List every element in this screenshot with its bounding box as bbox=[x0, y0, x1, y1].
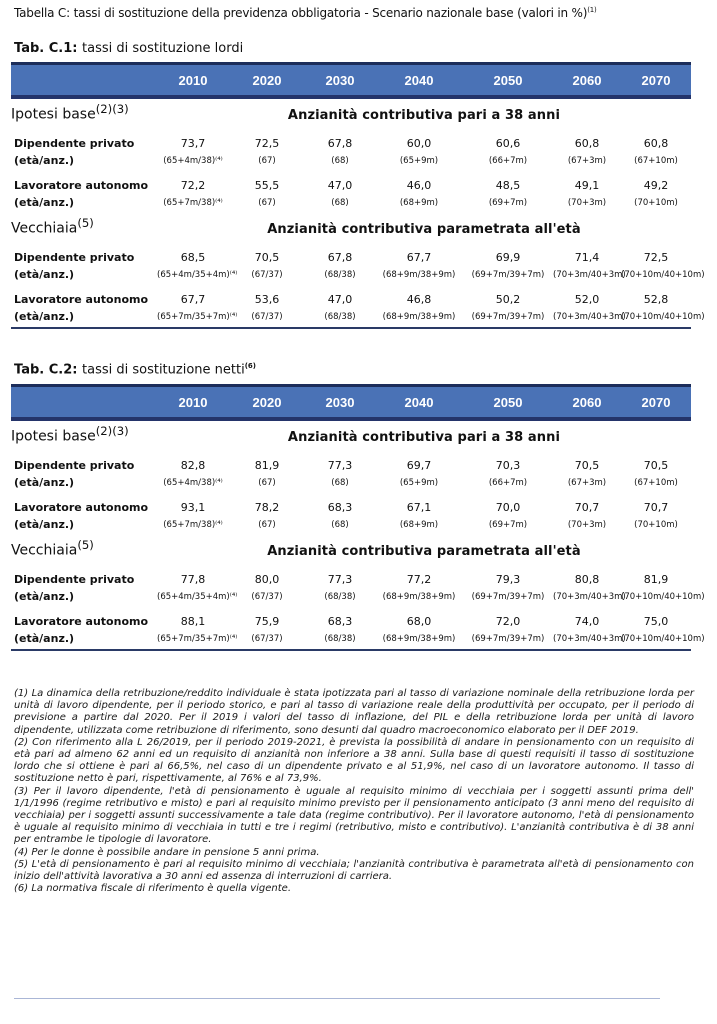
worker-type-label: Dipendente privato bbox=[14, 573, 135, 586]
age-seniority-value: (70+10m/40+10m) bbox=[621, 591, 705, 602]
rate-value: 67,8 bbox=[327, 137, 353, 150]
scenario-name-text: Vecchiaia bbox=[11, 543, 78, 559]
age-seniority-value: (70+10m) bbox=[634, 519, 678, 530]
scenario-row bbox=[11, 97, 691, 123]
age-seniority-label: (età/anz.) bbox=[14, 518, 75, 531]
age-seniority-value: (70+3m/40+3m) bbox=[553, 591, 626, 602]
header-blank bbox=[11, 386, 157, 420]
age-seniority-value: (68) bbox=[331, 197, 349, 208]
rate-value: 60,8 bbox=[574, 137, 600, 150]
rate-value: 60,8 bbox=[643, 137, 669, 150]
year-header: 2050 bbox=[463, 386, 553, 420]
worker-type-label: Lavoratore autonomo bbox=[14, 179, 149, 192]
footnotes bbox=[14, 688, 694, 895]
age-seniority-value: (67/37) bbox=[251, 269, 283, 280]
age-seniority-value: (69+7m) bbox=[488, 519, 528, 530]
age-row bbox=[11, 306, 691, 328]
table-c1 bbox=[11, 62, 705, 329]
year-header: 2050 bbox=[463, 64, 553, 98]
table-c1-code: Tab. C.1: bbox=[14, 41, 78, 56]
rate-value: 81,9 bbox=[643, 573, 669, 586]
year-header: 2070 bbox=[621, 64, 691, 98]
rate-value: 68,3 bbox=[327, 501, 353, 514]
rate-value: 67,7 bbox=[406, 251, 432, 264]
age-seniority-value: (67+3m) bbox=[567, 155, 607, 166]
rate-value: 68,3 bbox=[327, 615, 353, 628]
footnote-item: (5) L'età di pensionamento è pari al requisito minimo di vecchiaia; l'anzianità contributiva è parametrata all'età di pensionamento con inizio dell'attività lavorativa a 30 anni ed assenza di interruzioni di carriera. bbox=[14, 858, 694, 883]
scenario-name bbox=[11, 97, 157, 123]
age-seniority-value: (66+7m) bbox=[488, 155, 528, 166]
age-seniority-label: (età/anz.) bbox=[14, 154, 75, 167]
age-seniority-label: (età/anz.) bbox=[14, 268, 75, 281]
age-row bbox=[11, 514, 691, 535]
rate-value: 67,7 bbox=[180, 293, 206, 306]
age-seniority-value: (70+3m) bbox=[567, 197, 607, 208]
scenario-row bbox=[11, 213, 691, 237]
age-seniority-value: (68+9m/38+9m) bbox=[382, 269, 456, 280]
age-seniority-value: (65+4m/38)⁽⁴⁾ bbox=[163, 155, 223, 166]
rate-value: 47,0 bbox=[327, 293, 353, 306]
age-seniority-label: (età/anz.) bbox=[14, 476, 75, 489]
age-seniority-value: (68+9m/38+9m) bbox=[375, 306, 463, 328]
rate-value: 46,0 bbox=[406, 179, 432, 192]
table-c1-title bbox=[14, 41, 243, 56]
age-seniority-value: (68+9m) bbox=[399, 197, 439, 208]
worker-type-label: Lavoratore autonomo bbox=[14, 615, 149, 628]
rate-value: 75,9 bbox=[254, 615, 280, 628]
age-seniority-value: (70+10m/40+10m) bbox=[621, 269, 705, 280]
scenario-name bbox=[11, 213, 157, 237]
rate-value: 70,7 bbox=[574, 501, 600, 514]
age-seniority-value: (68+9m/38+9m) bbox=[382, 591, 456, 602]
rate-value: 77,2 bbox=[406, 573, 432, 586]
page-title-footnote: (1) bbox=[587, 6, 597, 14]
year-header: 2020 bbox=[229, 386, 305, 420]
age-seniority-label: (età/anz.) bbox=[14, 196, 75, 209]
age-seniority-value: (69+7m/39+7m) bbox=[471, 591, 545, 602]
rate-value: 93,1 bbox=[180, 501, 206, 514]
age-seniority-value: (68) bbox=[331, 519, 349, 530]
age-seniority-value: (67) bbox=[258, 155, 276, 166]
rate-value: 52,0 bbox=[574, 293, 600, 306]
age-seniority-label: (età/anz.) bbox=[11, 628, 157, 650]
rate-value: 47,0 bbox=[327, 179, 353, 192]
worker-type-label: Dipendente privato bbox=[14, 137, 135, 150]
rate-value: 49,2 bbox=[643, 179, 669, 192]
footer-divider bbox=[14, 998, 660, 999]
rate-value: 67,8 bbox=[327, 251, 353, 264]
rate-value: 88,1 bbox=[180, 615, 206, 628]
rate-value: 77,8 bbox=[180, 573, 206, 586]
rate-value: 49,1 bbox=[574, 179, 600, 192]
age-seniority-value: (68+9m) bbox=[399, 519, 439, 530]
rate-value: 52,8 bbox=[643, 293, 669, 306]
rate-value: 71,4 bbox=[574, 251, 600, 264]
age-seniority-value: (68/38) bbox=[324, 269, 356, 280]
age-seniority-value: (65+7m/35+7m)⁽⁴⁾ bbox=[157, 306, 229, 328]
table-c2-name: tassi di sostituzione netti bbox=[82, 362, 245, 378]
rate-value: 67,1 bbox=[406, 501, 432, 514]
age-seniority-value: (65+4m/38)⁽⁴⁾ bbox=[163, 477, 223, 488]
age-seniority-label: (età/anz.) bbox=[14, 590, 75, 603]
footnote-item: (4) Per le donne è possibile andare in pensione 5 anni prima. bbox=[14, 846, 320, 858]
age-seniority-value: (70+3m/40+3m) bbox=[553, 269, 626, 280]
table-c2-title bbox=[14, 362, 256, 377]
scenario-footnote: (5) bbox=[77, 216, 94, 231]
year-header: 2010 bbox=[157, 386, 229, 420]
age-seniority-value: (67+10m) bbox=[634, 477, 678, 488]
rate-value: 53,6 bbox=[254, 293, 280, 306]
age-row bbox=[11, 192, 691, 213]
rate-value: 72,5 bbox=[643, 251, 669, 264]
scenario-name bbox=[11, 535, 157, 559]
rate-value: 69,9 bbox=[495, 251, 521, 264]
scenario-name bbox=[11, 419, 157, 445]
rate-value: 69,7 bbox=[406, 459, 432, 472]
scenario-description: Anzianità contributiva pari a 38 anni bbox=[287, 108, 561, 123]
year-header-row bbox=[11, 386, 691, 420]
table-row bbox=[11, 243, 691, 264]
age-seniority-label: (età/anz.) bbox=[11, 306, 157, 328]
age-seniority-value: (65+4m/35+4m)⁽⁴⁾ bbox=[157, 269, 238, 280]
table-c2-code: Tab. C.2: bbox=[14, 362, 78, 378]
table-row bbox=[11, 565, 691, 586]
year-header: 2060 bbox=[553, 386, 621, 420]
table-c1-name: tassi di sostituzione lordi bbox=[82, 41, 244, 56]
rate-value: 80,8 bbox=[574, 573, 600, 586]
scenario-row bbox=[11, 535, 691, 559]
footnote-item: (6) La normativa fiscale di riferimento è quella vigente. bbox=[14, 883, 292, 895]
rate-value: 68,5 bbox=[180, 251, 206, 264]
scenario-name-text: Vecchiaia bbox=[11, 221, 78, 237]
scenario-name-text: Ipotesi base bbox=[11, 107, 96, 123]
table-row bbox=[11, 451, 691, 472]
year-header: 2010 bbox=[157, 64, 229, 98]
table-row bbox=[11, 171, 691, 192]
footnote-item: (2) Con riferimento alla L 26/2019, per il periodo 2019-2021, è prevista la possibilità di andare in pensionamento con un requisito di età pari ad almeno 62 anni ed un requisito di anzianità non inferiore a 38 anni. Sulla base di questi requisiti il tasso di sostituzione lordo che si ottiene è pari al 66,5%, nel caso di un dipendente privato e al 51,9%, nel caso di un lavoratore autonomo. Il tasso di sostituzione netto è pari, rispettivamente, al 76% e al 73,9%. bbox=[14, 736, 694, 785]
rate-value: 70,5 bbox=[643, 459, 669, 472]
rate-value: 82,8 bbox=[180, 459, 206, 472]
worker-type-label: Lavoratore autonomo bbox=[14, 293, 149, 306]
age-seniority-value: (68+9m/38+9m) bbox=[375, 628, 463, 650]
age-seniority-value: (68/38) bbox=[324, 591, 356, 602]
table-c2 bbox=[11, 384, 705, 651]
scenario-footnote: (2)(3) bbox=[95, 424, 129, 439]
page-title-text: Tabella C: tassi di sostituzione della previdenza obbligatoria - Scenario nazionale base (valori in %) bbox=[14, 6, 588, 20]
age-seniority-value: (70+3m) bbox=[567, 519, 607, 530]
rate-value: 77,3 bbox=[327, 573, 353, 586]
scenario-row bbox=[11, 419, 691, 445]
age-seniority-value: (65+9m) bbox=[399, 155, 439, 166]
rate-value: 70,0 bbox=[495, 501, 521, 514]
age-seniority-value: (69+7m) bbox=[488, 197, 528, 208]
footnote-item: (1) La dinamica della retribuzione/reddito individuale è stata ipotizzata pari al tasso di variazione nominale della retribuzione lorda per unità di lavoro dipendente, per il periodo storico, e pari al tasso di variazione reale della produttività per occupato, per il periodo di previsione a partire dal 2020. Per il 2019 i valori del tasso di inflazione, del PIL e della retribuzione lorda per unità di lavoro dipendente, utilizzata come retribuzione di riferimento, sono desunti dal quadro macroeconomico elaborato per il DEF 2019. bbox=[14, 688, 694, 736]
year-header: 2030 bbox=[305, 64, 375, 98]
rate-value: 81,9 bbox=[254, 459, 280, 472]
age-row bbox=[11, 472, 691, 493]
year-header: 2040 bbox=[375, 64, 463, 98]
rate-value: 70,3 bbox=[495, 459, 521, 472]
rate-value: 78,2 bbox=[254, 501, 280, 514]
age-seniority-value: (66+7m) bbox=[488, 477, 528, 488]
scenario-name-text: Ipotesi base bbox=[11, 429, 96, 445]
year-header: 2060 bbox=[553, 64, 621, 98]
age-seniority-value: (70+10m/40+10m) bbox=[621, 306, 691, 328]
age-row bbox=[11, 586, 691, 607]
age-seniority-value: (68) bbox=[331, 477, 349, 488]
age-seniority-value: (68/38) bbox=[305, 628, 375, 650]
age-seniority-value: (65+4m/35+4m)⁽⁴⁾ bbox=[157, 591, 238, 602]
rate-value: 72,0 bbox=[495, 615, 521, 628]
age-seniority-value: (65+9m) bbox=[399, 477, 439, 488]
rate-value: 72,5 bbox=[254, 137, 280, 150]
age-seniority-value: (67+10m) bbox=[634, 155, 678, 166]
footnote-item: (3) Per il lavoro dipendente, l'età di pensionamento è uguale al requisito minimo di vecchiaia per i soggetti assunti prima dell' 1/1/1996 (regime retributivo e misto) e pari al requisito minimo previsto per il pensionamento anticipato (3 anni meno del requisito di vecchiaia) per i soggetti assunti successivamente a tale data (regime contributivo). Per il lavoratore autonomo, l'età di pensionamento è uguale al requisito minimo di vecchiaia in tutti e tre i regimi (retributivo, misto e contributivo). L'anzianità contributiva è di 38 anni per entrambe le tipologie di lavoratore. bbox=[14, 785, 694, 846]
age-seniority-value: (67/37) bbox=[229, 306, 305, 328]
table-row bbox=[11, 493, 691, 514]
age-seniority-value: (69+7m/39+7m) bbox=[471, 269, 545, 280]
age-seniority-value: (65+7m/38)⁽⁴⁾ bbox=[163, 519, 223, 530]
scenario-description: Anzianità contributiva parametrata all'età bbox=[267, 544, 581, 559]
scenario-footnote: (2)(3) bbox=[95, 102, 129, 117]
rate-value: 77,3 bbox=[327, 459, 353, 472]
age-row bbox=[11, 150, 691, 171]
rate-value: 75,0 bbox=[643, 615, 669, 628]
rate-value: 55,5 bbox=[254, 179, 280, 192]
age-seniority-value: (68) bbox=[331, 155, 349, 166]
age-seniority-value: (70+10m) bbox=[634, 197, 678, 208]
rate-value: 70,5 bbox=[574, 459, 600, 472]
year-header: 2030 bbox=[305, 386, 375, 420]
age-seniority-value: (67) bbox=[258, 519, 276, 530]
scenario-description: Anzianità contributiva pari a 38 anni bbox=[287, 430, 561, 445]
age-seniority-value: (67) bbox=[258, 477, 276, 488]
age-seniority-value: (67/37) bbox=[251, 591, 283, 602]
age-row bbox=[11, 264, 691, 285]
rate-value: 48,5 bbox=[495, 179, 521, 192]
age-seniority-value: (65+7m/38)⁽⁴⁾ bbox=[163, 197, 223, 208]
age-seniority-value: (67+3m) bbox=[567, 477, 607, 488]
age-seniority-value: (70+3m/40+3m) bbox=[553, 306, 621, 328]
table-row bbox=[11, 607, 691, 628]
table-row bbox=[11, 129, 691, 150]
age-seniority-value: (67/37) bbox=[229, 628, 305, 650]
year-header: 2040 bbox=[375, 386, 463, 420]
table-row bbox=[11, 285, 691, 306]
rate-value: 68,0 bbox=[406, 615, 432, 628]
rate-value: 70,5 bbox=[254, 251, 280, 264]
year-header: 2020 bbox=[229, 64, 305, 98]
rate-value: 80,0 bbox=[254, 573, 280, 586]
rate-value: 73,7 bbox=[180, 137, 206, 150]
rate-value: 70,7 bbox=[643, 501, 669, 514]
age-seniority-value: (67) bbox=[258, 197, 276, 208]
worker-type-label: Dipendente privato bbox=[14, 251, 135, 264]
year-header: 2070 bbox=[621, 386, 691, 420]
table-c2-footnote: (6) bbox=[244, 362, 256, 370]
age-seniority-value: (70+3m/40+3m) bbox=[553, 628, 621, 650]
scenario-footnote: (5) bbox=[77, 538, 94, 553]
age-seniority-value: (69+7m/39+7m) bbox=[463, 306, 553, 328]
rate-value: 74,0 bbox=[574, 615, 600, 628]
age-row bbox=[11, 628, 691, 650]
worker-type-label: Lavoratore autonomo bbox=[14, 501, 149, 514]
rate-value: 79,3 bbox=[495, 573, 521, 586]
rate-value: 72,2 bbox=[180, 179, 206, 192]
rate-value: 46,8 bbox=[406, 293, 432, 306]
rate-value: 60,6 bbox=[495, 137, 521, 150]
worker-type-label: Dipendente privato bbox=[14, 459, 135, 472]
header-blank bbox=[11, 64, 157, 98]
rate-value: 60,0 bbox=[406, 137, 432, 150]
year-header-row bbox=[11, 64, 691, 98]
age-seniority-value: (68/38) bbox=[305, 306, 375, 328]
scenario-description: Anzianità contributiva parametrata all'età bbox=[267, 222, 581, 237]
age-seniority-value: (70+10m/40+10m) bbox=[621, 628, 691, 650]
age-seniority-value: (69+7m/39+7m) bbox=[463, 628, 553, 650]
age-seniority-value: (65+7m/35+7m)⁽⁴⁾ bbox=[157, 628, 229, 650]
page-title bbox=[14, 6, 597, 20]
rate-value: 50,2 bbox=[495, 293, 521, 306]
